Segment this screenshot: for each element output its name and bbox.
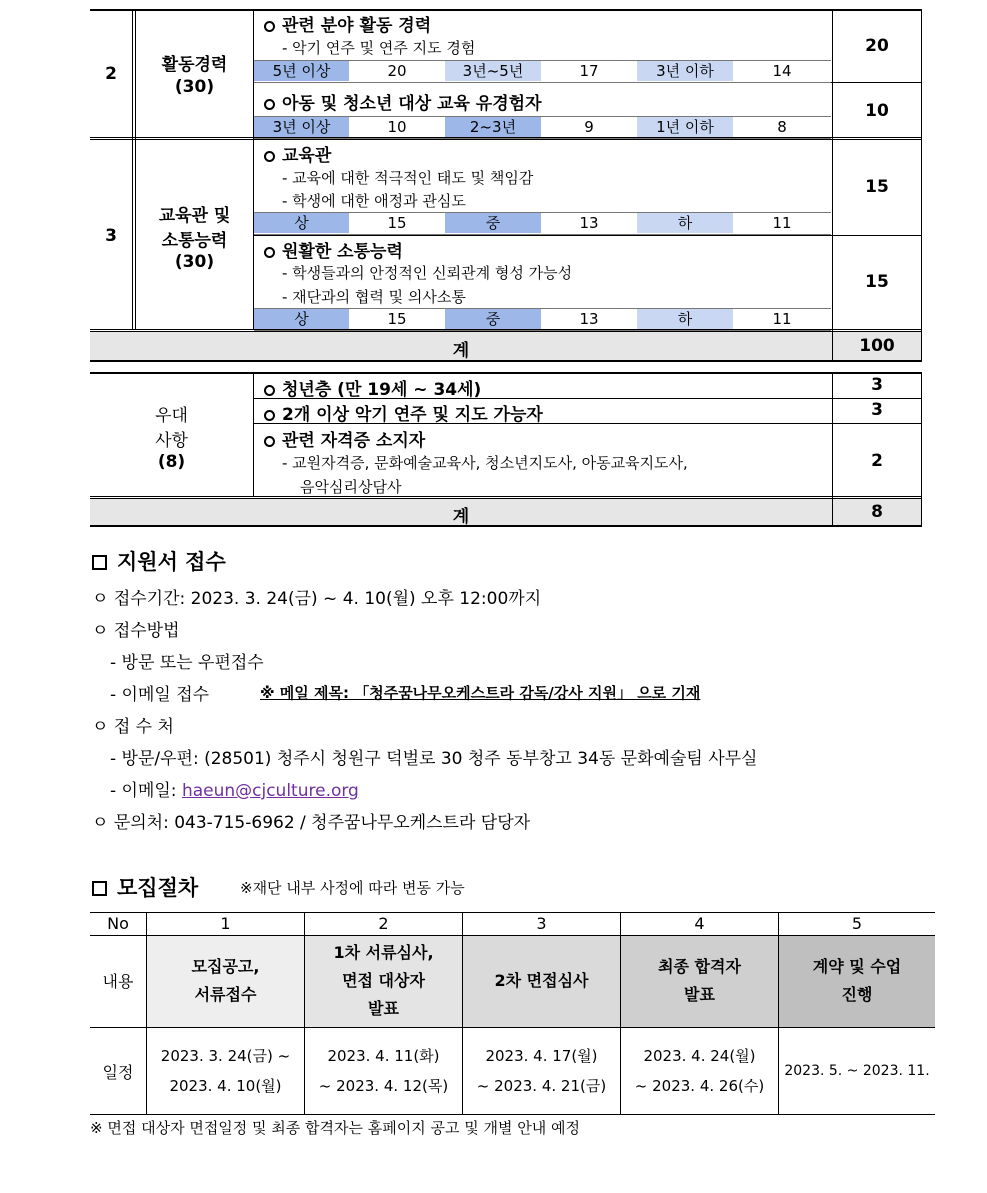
circle-bullet-icon [264,436,275,447]
step-cell [779,935,935,1027]
score-value: 15 [387,214,407,232]
header-step-number: 3 [536,914,547,933]
circle-bullet-icon [264,99,275,110]
schedule-cell [305,1028,462,1114]
section-heading: 모집절차 [92,872,198,902]
score-value: 11 [772,214,792,232]
score-value: 10 [387,118,407,136]
bonus-item-sub: 음악심리상담사 [300,478,402,496]
circle-bullet-icon [264,21,275,32]
schedule-line: ~ 2023. 4. 21(금) [476,1077,607,1095]
procedure-note: ※재단 내부 사정에 따라 변동 가능 [240,879,465,897]
bonus-item-title: 청년층 (만 19세 ~ 34세) [264,375,481,400]
step-cell [305,935,462,1027]
schedule-line: ~ 2023. 4. 12(목) [318,1077,449,1095]
schedule-cell [147,1028,304,1114]
period-line: ㅇ 접수기간: 2023. 3. 24(금) ~ 4. 10(월) 오후 12:00까지 [92,589,542,609]
score-grade: 5년 이상 [254,61,349,81]
category-label: 교육관 및 [158,206,231,226]
header-step-number: 2 [378,914,389,933]
score-value: 13 [579,214,599,232]
method-label: ㅇ 접수방법 [92,621,180,641]
score-value: 14 [772,62,792,80]
item-total: 10 [865,101,889,121]
score-grade: 상 [254,213,349,233]
place-visit: - 방문/우편: (28501) 청주시 청원구 덕벌로 30 청주 동부창고 34동 문화예술팀 사무실 [110,749,758,769]
step-label-line: 발표 [684,985,715,1004]
place-label: ㅇ 접 수 처 [92,717,174,737]
score-grade: 3년 이하 [637,61,733,81]
step-label-line: 발표 [368,999,399,1018]
header-step-number: 1 [220,914,231,933]
criteria-item-sub: - 재단과의 협력 및 의사소통 [282,288,466,306]
step-label-line: 면접 대상자 [342,971,425,990]
score-grade: 중 [445,309,541,329]
criteria-item-sub: - 교육에 대한 적극적인 태도 및 책임감 [282,169,534,187]
bonus-category: 사항 [155,431,188,451]
schedule-line: 2023. 5. ~ 2023. 11. [784,1063,930,1079]
score-grade: 3년~5년 [445,61,541,81]
bonus-item-title: 관련 자격증 소지자 [264,426,425,451]
header-step-number: 5 [851,914,863,933]
circle-bullet-icon [264,410,275,421]
score-grade: 상 [254,309,349,329]
category-points: (30) [174,77,215,97]
bonus-points: (8) [157,452,186,472]
contact-line: ㅇ 문의처: 043-715-6962 / 청주꿈나무오케스트라 담당자 [92,813,531,833]
schedule-cell [463,1028,620,1114]
schedule-line: 2023. 3. 24(금) ~ [160,1047,291,1065]
criteria-item-title: 아동 및 청소년 대상 교육 유경험자 [264,89,542,114]
row-label-content: 내용 [102,972,134,991]
bonus-item-sub: - 교원자격증, 문화예술교육사, 청소년지도사, 아동교육지도사, [282,454,688,472]
schedule-line: ~ 2023. 4. 26(수) [634,1077,765,1095]
bonus-item-score: 3 [871,375,883,395]
checkbox-square-icon [92,881,107,896]
item-total: 15 [865,177,889,197]
step-label-line: 최종 합격자 [658,957,741,976]
score-grade: 1년 이하 [637,117,733,137]
bonus-item-title: 2개 이상 악기 연주 및 지도 가능자 [264,400,543,425]
circle-bullet-icon [264,385,275,396]
category-label: 활동경력 [161,55,228,75]
score-value: 8 [777,118,787,136]
criteria-item-title: 원활한 소통능력 [264,237,403,262]
header-step-number: 4 [694,914,705,933]
sum-label: 계 [452,341,470,361]
score-value: 13 [579,310,599,328]
place-email-line: - 이메일: haeun@cjculture.org [110,781,359,801]
row-number: 3 [105,226,117,246]
schedule-line: 2023. 4. 11(화) [327,1047,440,1065]
category-points: (30) [174,252,215,272]
step-cell [147,935,304,1027]
bonus-category: 우대 [155,406,188,426]
schedule-cell [779,1028,935,1114]
item-total: 15 [865,272,889,292]
procedure-footnote: ※ 면접 대상자 면접일정 및 최종 합격자는 홈페이지 공고 및 개별 안내 예정 [90,1119,580,1137]
criteria-item-title: 관련 분야 활동 경력 [264,11,431,36]
step-cell [463,935,620,1027]
circle-bullet-icon [264,247,275,258]
score-grade: 하 [637,213,733,233]
step-label-line: 모집공고, [191,957,260,976]
score-value: 11 [772,310,792,328]
score-grade: 중 [445,213,541,233]
bonus-item-score: 3 [871,400,883,420]
step-cell [621,935,778,1027]
email-link[interactable]: haeun@cjculture.org [181,781,359,801]
header-no: No [107,914,129,933]
criteria-item-sub: - 학생들과의 안정적인 신뢰관계 형성 가능성 [282,264,573,282]
method-email: - 이메일 접수 [110,685,210,705]
step-label-line: 진행 [841,985,873,1004]
row-label-schedule: 일정 [102,1063,134,1082]
item-total: 20 [865,36,889,56]
criteria-item-sub: - 학생에 대한 애정과 관심도 [282,192,466,210]
bonus-item-score: 2 [871,451,883,471]
score-grade: 3년 이상 [254,117,349,137]
step-label-line: 1차 서류심사, [333,943,434,962]
circle-bullet-icon [264,151,275,162]
step-label-line: 계약 및 수업 [812,957,902,976]
sum-value: 8 [871,502,883,522]
sum-value: 100 [859,336,895,356]
schedule-cell [621,1028,778,1114]
schedule-line: 2023. 4. 17(월) [485,1047,598,1065]
email-subject-note: ※ 메일 제목: 「청주꿈나무오케스트라 감독/강사 지원」 으로 기재 [260,684,701,702]
method-visit: - 방문 또는 우편접수 [110,653,264,673]
sum-label: 계 [452,507,470,527]
score-value: 20 [387,62,407,80]
score-grade: 하 [637,309,733,329]
section-heading: 지원서 접수 [92,546,226,576]
schedule-line: 2023. 4. 10(월) [169,1077,282,1095]
checkbox-square-icon [92,555,107,570]
category-label: 소통능력 [161,231,228,251]
score-value: 15 [387,310,407,328]
step-label-line: 서류접수 [194,985,257,1004]
row-number: 2 [105,64,117,84]
score-grade: 2~3년 [445,117,541,137]
step-label-line: 2차 면접심사 [494,971,589,990]
score-value: 9 [584,118,594,136]
criteria-item-title: 교육관 [264,141,331,166]
score-value: 17 [579,62,599,80]
schedule-line: 2023. 4. 24(월) [643,1047,756,1065]
criteria-item-sub: - 악기 연주 및 연주 지도 경험 [282,39,476,57]
